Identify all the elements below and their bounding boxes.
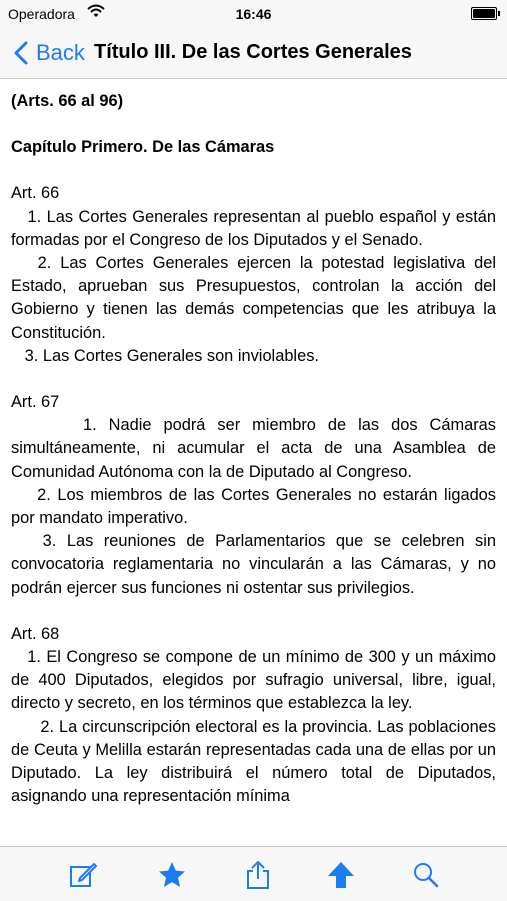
article-paragraph: 2. La circunscripción electoral es la provincia. Las poblaciones de Ceuta y Melilla estarán representadas cada una de ellas por un Diputado. La ley distribuirá el número total de Diputados, asignando una representación mínima [11, 717, 496, 806]
arrow-up-icon [326, 860, 356, 890]
battery-icon [471, 7, 497, 20]
article-range: (Arts. 66 al 96) [11, 92, 124, 110]
article-paragraph: 1. El Congreso se compone de un mínimo de 300 y un máximo de 400 Diputados, elegidos por sufragio universal, libre, igual, directo y secreto, en los términos que establezca la ley. [11, 648, 496, 713]
search-icon [411, 860, 441, 890]
chevron-left-icon [14, 41, 28, 65]
article-paragraph: 3. Las Cortes Generales son inviolables. [11, 346, 319, 365]
document-content[interactable] [0, 78, 507, 846]
search-button[interactable] [411, 860, 441, 890]
navigation-bar [0, 28, 507, 79]
carrier-name: Operadora [8, 6, 75, 22]
article-paragraph: 2. Las Cortes Generales ejercen la potestad legislativa del Estado, aprueban sus Presupuestos, controlan la acción del Gobierno y tienen las demás competencias que les atribuya la Constitución. [11, 254, 496, 342]
article-paragraph: 3. Las reuniones de Parlamentarios que se celebren sin convocatoria reglamentaria no vincularán a las Cámaras, y no podrán ejercer sus funciones ni ostentar sus privilegios. [11, 532, 496, 597]
status-time: 16:46 [235, 6, 272, 22]
share-button[interactable] [243, 860, 273, 890]
article-heading: Art. 66 [11, 184, 60, 203]
article-66 [11, 182, 496, 368]
article-paragraph: 1. Nadie podrá ser miembro de las dos Cámaras simultáneamente, ni acumular el acta de una Asamblea de Comunidad Autónoma con la de Diputado al Congreso. [11, 416, 496, 481]
bottom-toolbar [0, 846, 507, 901]
article-heading: Art. 68 [11, 624, 60, 643]
article-67 [11, 391, 496, 600]
star-icon [157, 860, 187, 890]
back-label: Back [36, 40, 85, 65]
page-title: Título III. De las Cortes Generales [94, 41, 412, 63]
status-bar [0, 0, 507, 28]
favorite-button[interactable] [157, 860, 187, 890]
chapter-title: Capítulo Primero. De las Cámaras [11, 138, 275, 157]
article-paragraph: 1. Las Cortes Generales representan al pueblo español y están formadas por el Congreso de los Diputados y el Senado. [11, 207, 496, 249]
share-icon [243, 860, 273, 890]
edit-button[interactable] [68, 860, 98, 890]
article-paragraph: 2. Los miembros de las Cortes Generales no estarán ligados por mandato imperativo. [11, 485, 496, 528]
edit-icon [68, 860, 98, 890]
article-heading: Art. 67 [11, 393, 60, 412]
article-68 [11, 623, 496, 809]
back-button[interactable] [14, 36, 85, 70]
scroll-top-button[interactable] [326, 860, 356, 890]
